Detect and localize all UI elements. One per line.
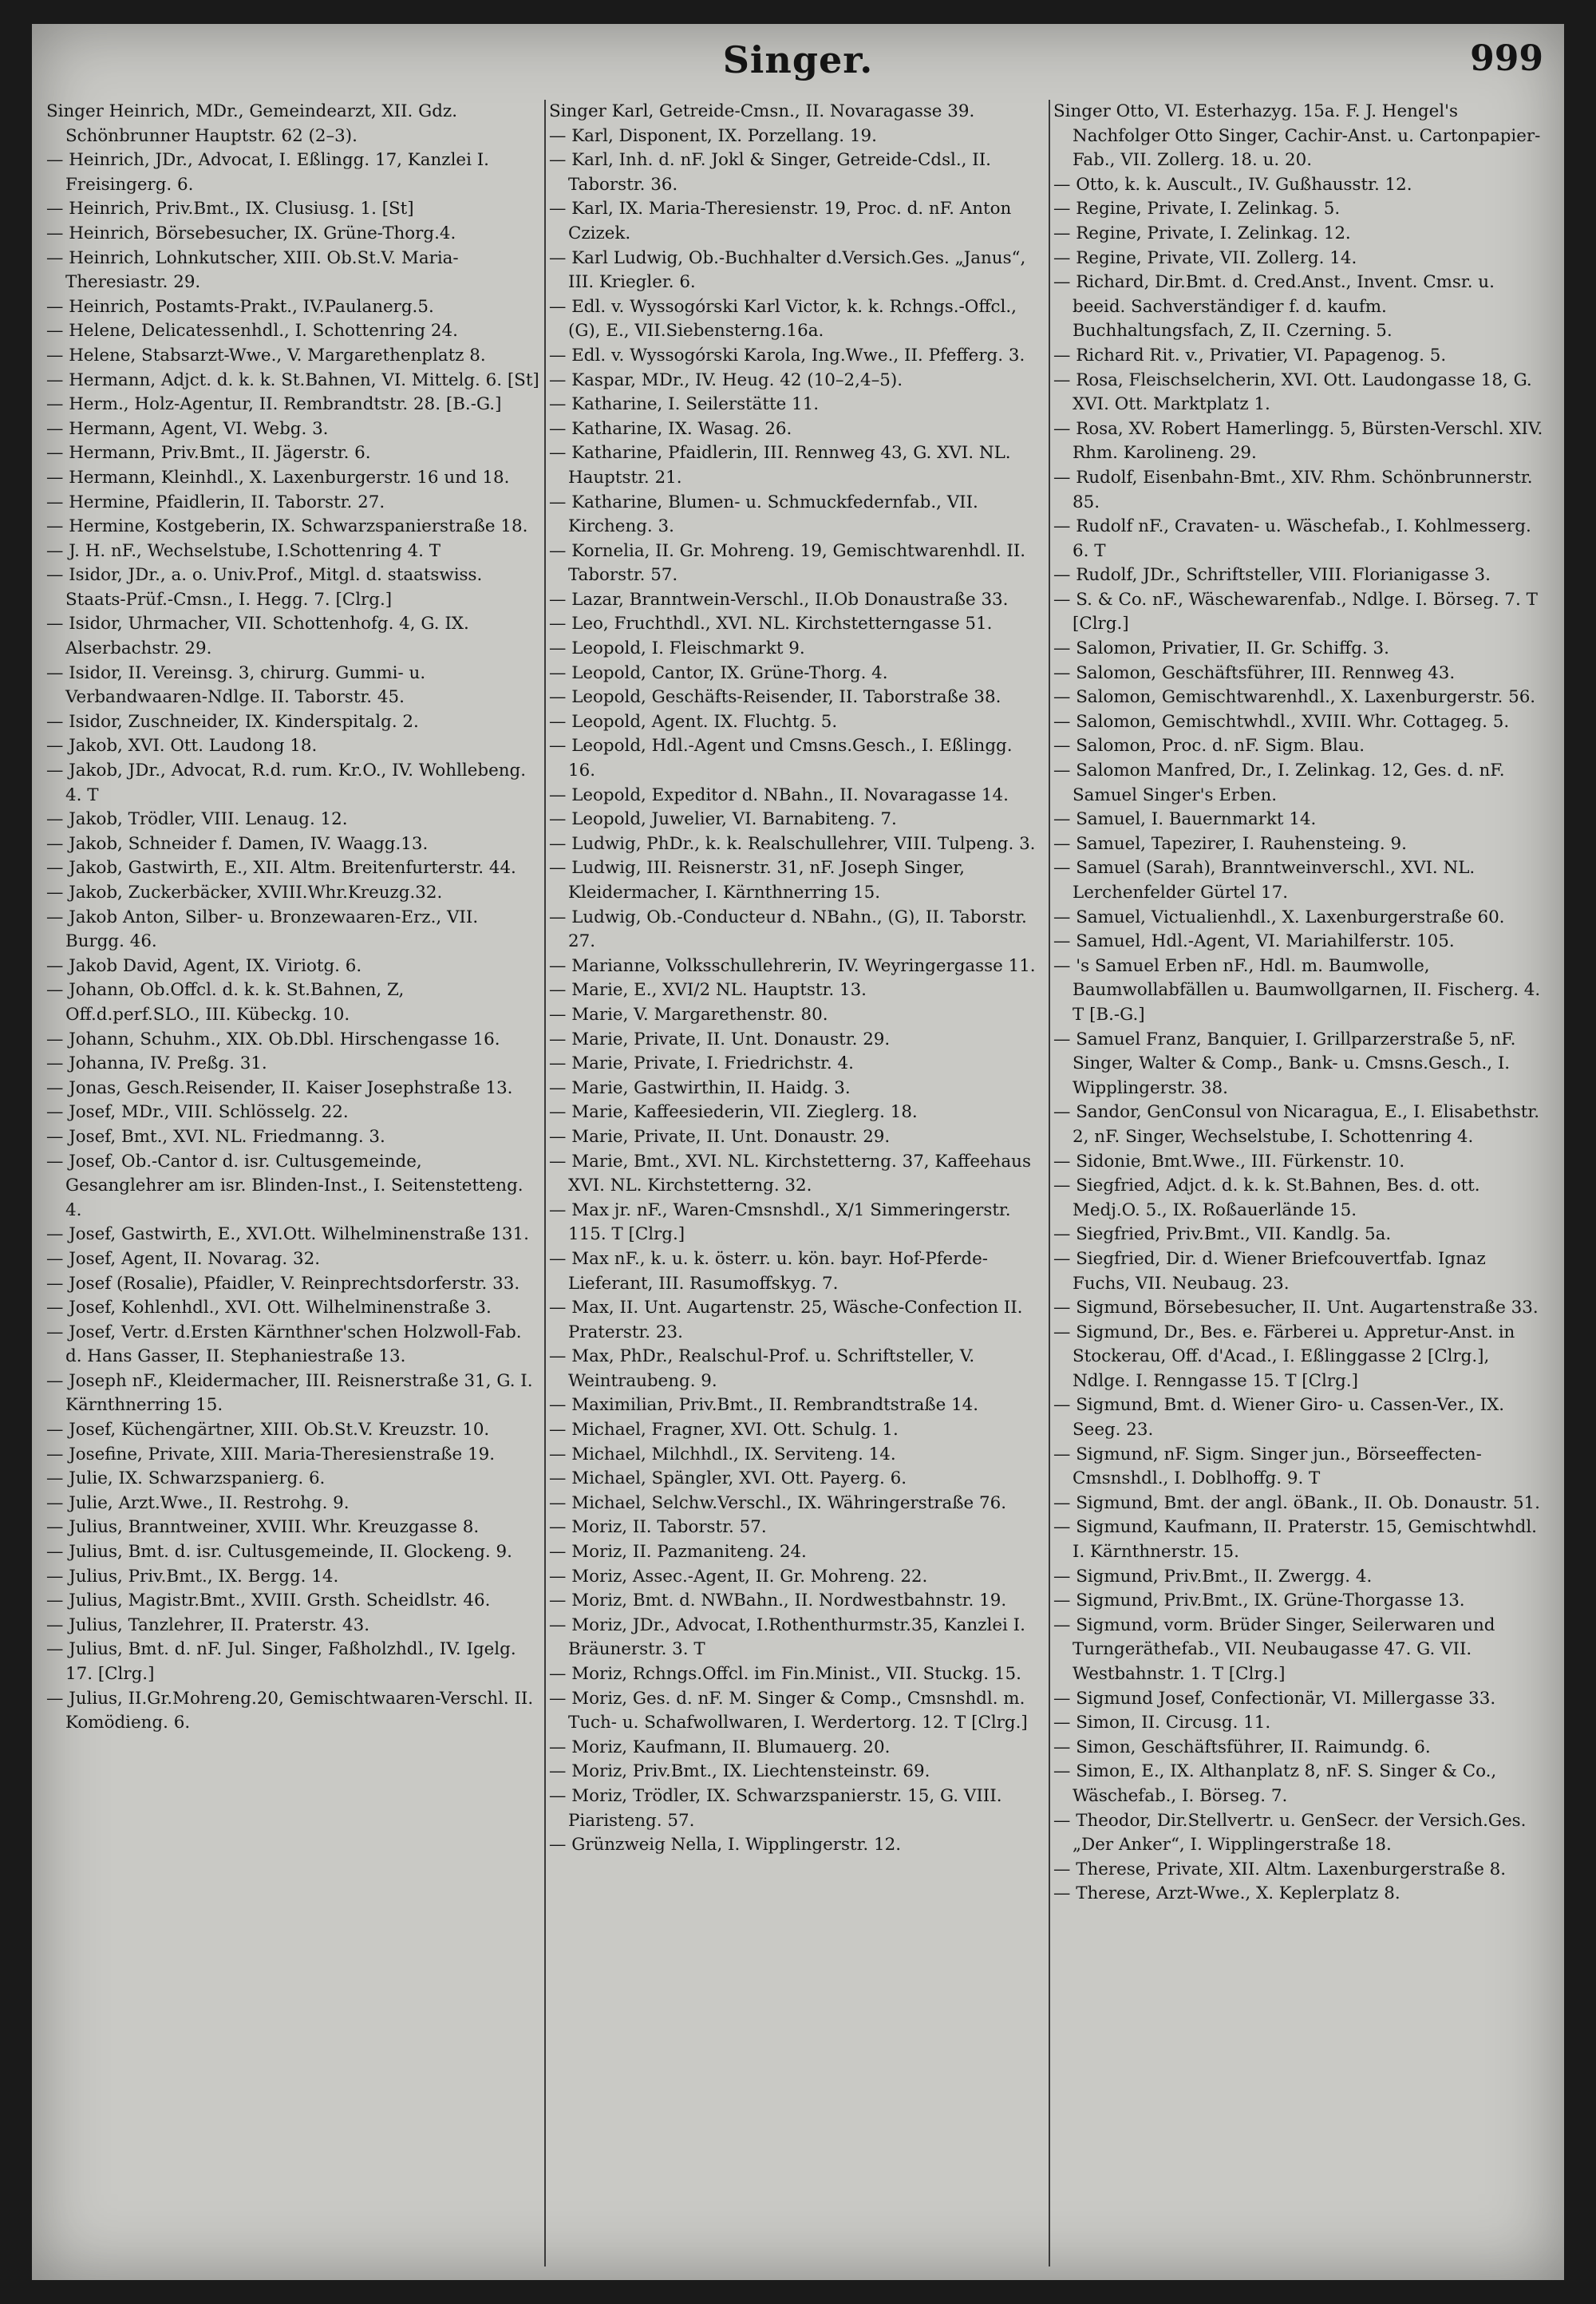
directory-entry: — Samuel, Tapezirer, I. Rauhensteing. 9.	[1053, 833, 1407, 854]
directory-entry: — Kornelia, II. Gr. Mohreng. 19, Gemischtwarenhdl. II. Taborstr. 57.	[549, 540, 1026, 586]
directory-entry: — Helene, Stabsarzt-Wwe., V. Margarethenplatz 8.	[46, 345, 486, 366]
directory-entry: — Karl, Disponent, IX. Porzellang. 19.	[549, 125, 877, 146]
directory-entry: — Sigmund, Priv.Bmt., IX. Grüne-Thorgasse 13.	[1053, 1591, 1465, 1611]
directory-entry: — J. H. nF., Wechselstube, I.Schottenring 4. T	[46, 540, 441, 561]
directory-entry: — Jakob, Trödler, VIII. Lenaug. 12.	[46, 809, 348, 830]
columns-container	[46, 100, 1555, 2266]
directory-entry: — Hermann, Kleinhdl., X. Laxenburgerstr. 16 und 18.	[46, 467, 510, 488]
directory-entry: — Josef, Gastwirth, E., XVI.Ott. Wilhelminenstraße 131.	[46, 1224, 529, 1245]
directory-entry: Singer Heinrich, MDr., Gemeindearzt, XII. Gdz. Schönbrunner Hauptstr. 62 (2–3).	[46, 101, 458, 146]
directory-entry: — Moriz, Ges. d. nF. M. Singer & Comp., Cmsnshdl. m. Tuch- u. Schafwollwaren, I. Werdertorg. 12. T [Clrg.]	[549, 1688, 1028, 1733]
directory-entry: — Sigmund, Dr., Bes. e. Färberei u. Appretur-Anst. in Stockerau, Off. d'Acad., I. Eßlinggasse 2 [Clrg.], Ndlge. I. Renngasse 15. T [Clrg.]	[1053, 1322, 1515, 1391]
directory-entry: — Ludwig, PhDr., k. k. Realschullehrer, VIII. Tulpeng. 3.	[549, 833, 1036, 854]
directory-entry: — Katharine, IX. Wasag. 26.	[549, 418, 792, 439]
directory-entry: — Max, PhDr., Realschul-Prof. u. Schriftsteller, V. Weintraubeng. 9.	[549, 1346, 975, 1391]
directory-entry: — Leopold, Juwelier, VI. Barnabiteng. 7.	[549, 809, 897, 830]
directory-entry: — Moriz, Trödler, IX. Schwarzspanierstr. 15, G. VIII. Piaristeng. 57.	[549, 1785, 1002, 1831]
directory-entry: — Leopold, Agent. IX. Fluchtg. 5.	[549, 711, 838, 732]
directory-entry: — Max nF., k. u. k. österr. u. kön. bayr. Hof-Pferde-Lieferant, III. Rasumoffskyg. 7.	[549, 1248, 988, 1294]
directory-entry: — Jakob, Zuckerbäcker, XVIII.Whr.Kreuzg.32.	[46, 883, 443, 903]
directory-entry: — Richard Rit. v., Privatier, VI. Papagenog. 5.	[1053, 345, 1447, 366]
directory-entry: — Simon, II. Circusg. 11.	[1053, 1713, 1271, 1733]
directory-entry: — Richard, Dir.Bmt. d. Cred.Anst., Invent. Cmsr. u. beeid. Sachverständiger f. d. kaufm. Buchhaltungsfach, Z, II. Czerning. 5.	[1053, 272, 1495, 342]
directory-entry: — Josefine, Private, XIII. Maria-Theresienstraße 19.	[46, 1444, 496, 1464]
directory-entry: — Kaspar, MDr., IV. Heug. 42 (10–2,4–5).	[549, 370, 903, 390]
directory-entry: — Heinrich, Börsebesucher, IX. Grüne-Thorg.4.	[46, 223, 456, 243]
directory-entry: — Josef, Agent, II. Novarag. 32.	[46, 1248, 321, 1269]
directory-entry: — Jonas, Gesch.Reisender, II. Kaiser Josephstraße 13.	[46, 1077, 513, 1098]
directory-entry: — Max jr. nF., Waren-Cmsnshdl., X/1 Simmeringerstr. 115. T [Clrg.]	[549, 1199, 1011, 1245]
directory-entry: — Otto, k. k. Auscult., IV. Gußhausstr. 12.	[1053, 174, 1412, 195]
directory-entry: — Julius, Bmt. d. isr. Cultusgemeinde, II. Glockeng. 9.	[46, 1542, 512, 1563]
directory-entry: — Sigmund, vorm. Brüder Singer, Seilerwaren und Turngeräthefab., VII. Neubaugasse 47. G. VII. Westbahnstr. 1. T [Clrg.]	[1053, 1614, 1495, 1684]
directory-entry: — Michael, Milchhdl., IX. Serviteng. 14.	[549, 1444, 896, 1464]
directory-entry: — Marie, V. Margarethenstr. 80.	[549, 1004, 828, 1025]
directory-entry: — Sidonie, Bmt.Wwe., III. Fürkenstr. 10.	[1053, 1151, 1405, 1172]
column-1	[46, 100, 541, 2266]
directory-entry: — Salomon, Privatier, II. Gr. Schiffg. 3.	[1053, 638, 1389, 659]
directory-entry: — Samuel, Hdl.-Agent, VI. Mariahilferstr. 105.	[1053, 931, 1455, 952]
directory-entry: — Isidor, JDr., a. o. Univ.Prof., Mitgl. d. staatswiss. Staats-Prüf.-Cmsn., I. Hegg. 7. [Clrg.]	[46, 565, 483, 610]
directory-entry: — Grünzweig Nella, I. Wipplingerstr. 12.	[549, 1835, 902, 1855]
directory-entry: — Samuel (Sarah), Branntweinverschl., XVI. NL. Lerchenfelder Gürtel 17.	[1053, 858, 1476, 903]
directory-page	[32, 24, 1564, 2280]
column-2	[549, 100, 1044, 2266]
directory-entry: — Michael, Selchw.Verschl., IX. Währingerstraße 76.	[549, 1492, 1007, 1513]
directory-entry: — Josef, Kohlenhdl., XVI. Ott. Wilhelminenstraße 3.	[46, 1298, 492, 1318]
directory-entry: — Hermann, Agent, VI. Webg. 3.	[46, 418, 329, 439]
directory-entry: — Regine, Private, VII. Zollerg. 14.	[1053, 247, 1357, 268]
directory-entry: — Ludwig, III. Reisnerstr. 31, nF. Joseph Singer, Kleidermacher, I. Kärnthnerring 15.	[549, 858, 965, 903]
directory-entry: — Leopold, Hdl.-Agent und Cmsns.Gesch., I. Eßlingg. 16.	[549, 736, 1013, 781]
page-number: 999	[1470, 38, 1543, 79]
directory-entry: — Johann, Ob.Offcl. d. k. k. St.Bahnen, Z, Off.d.perf.SLO., III. Kübeckg. 10.	[46, 980, 405, 1025]
directory-entry: — Moriz, Priv.Bmt., IX. Liechtensteinstr. 69.	[549, 1761, 930, 1782]
directory-entry: — Moriz, JDr., Advocat, I.Rothenthurmstr.35, Kanzlei I. Bräunerstr. 3. T	[549, 1614, 1025, 1660]
directory-entry: — Leo, Fruchthdl., XVI. NL. Kirchstetterngasse 51.	[549, 614, 993, 634]
directory-entry: — Josef, Küchengärtner, XIII. Ob.St.V. Kreuzstr. 10.	[46, 1420, 490, 1440]
directory-entry: — Therese, Private, XII. Altm. Laxenburgerstraße 8.	[1053, 1859, 1507, 1879]
directory-entry: — Julius, II.Gr.Mohreng.20, Gemischtwaaren-Verschl. II. Komödieng. 6.	[46, 1688, 534, 1733]
directory-entry: — Heinrich, Lohnkutscher, XIII. Ob.St.V. Maria-Theresiastr. 29.	[46, 247, 459, 293]
directory-entry: — Marie, E., XVI/2 NL. Hauptstr. 13.	[549, 980, 867, 1001]
directory-entry: — Moriz, Bmt. d. NWBahn., II. Nordwestbahnstr. 19.	[549, 1591, 1007, 1611]
directory-entry: — Sigmund Josef, Confectionär, VI. Millergasse 33.	[1053, 1688, 1496, 1709]
directory-entry: — Katharine, I. Seilerstätte 11.	[549, 394, 820, 415]
directory-entry: — Julius, Magistr.Bmt., XVIII. Grsth. Scheidlstr. 46.	[46, 1591, 491, 1611]
directory-entry: — Salomon Manfred, Dr., I. Zelinkag. 12, Ges. d. nF. Samuel Singer's Erben.	[1053, 761, 1505, 805]
directory-entry: — Josef (Rosalie), Pfaidler, V. Reinprechtsdorferstr. 33.	[46, 1273, 520, 1294]
directory-entry: — Julius, Tanzlehrer, II. Praterstr. 43.	[46, 1614, 370, 1635]
directory-entry: — Hermine, Kostgeberin, IX. Schwarzspanierstraße 18.	[46, 516, 528, 537]
directory-entry: — Salomon, Geschäftsführer, III. Rennweg 43.	[1053, 662, 1456, 683]
directory-entry: — Sigmund, Kaufmann, II. Praterstr. 15, Gemischtwhdl. I. Kärnthnerstr. 15.	[1053, 1517, 1537, 1563]
directory-entry: — Jakob Anton, Silber- u. Bronzewaaren-Erz., VII. Burgg. 46.	[46, 907, 479, 952]
column-divider	[544, 100, 546, 2266]
directory-entry: — Rudolf, Eisenbahn-Bmt., XIV. Rhm. Schönbrunnerstr. 85.	[1053, 467, 1533, 512]
directory-entry: — Marie, Private, II. Unt. Donaustr. 29.	[549, 1029, 891, 1049]
directory-entry: — Isidor, Uhrmacher, VII. Schottenhofg. 4, G. IX. Alserbachstr. 29.	[46, 614, 469, 659]
directory-entry: — Rosa, Fleischselcherin, XVI. Ott. Laudongasse 18, G. XVI. Ott. Marktplatz 1.	[1053, 370, 1532, 415]
directory-entry: — Salomon, Proc. d. nF. Sigm. Blau.	[1053, 736, 1365, 757]
directory-entry: — Sandor, GenConsul von Nicaragua, E., I. Elisabethstr. 2, nF. Singer, Wechselstube, I. Schottenring 4.	[1053, 1102, 1540, 1147]
directory-entry: — Maximilian, Priv.Bmt., II. Rembrandtstraße 14.	[549, 1395, 979, 1416]
directory-entry: — Siegfried, Dir. d. Wiener Briefcouvertfab. Ignaz Fuchs, VII. Neubaug. 23.	[1053, 1248, 1486, 1294]
directory-entry: — Siegfried, Priv.Bmt., VII. Kandlg. 5a.	[1053, 1224, 1392, 1245]
directory-entry: — Moriz, II. Pazmaniteng. 24.	[549, 1542, 807, 1563]
directory-entry: — Heinrich, Priv.Bmt., IX. Clusiusg. 1. [St]	[46, 199, 414, 219]
directory-entry: — 's Samuel Erben nF., Hdl. m. Baumwolle, Baumwollabfällen u. Baumwollgarnen, II. Fischerg. 4. T [B.-G.]	[1053, 955, 1541, 1025]
directory-entry: — Sigmund, Priv.Bmt., II. Zwergg. 4.	[1053, 1566, 1373, 1587]
directory-entry: Singer Karl, Getreide-Cmsn., II. Novaragasse 39.	[549, 101, 975, 121]
directory-entry: — Julius, Priv.Bmt., IX. Bergg. 14.	[46, 1566, 339, 1587]
directory-entry: — Heinrich, Postamts-Prakt., IV.Paulanerg.5.	[46, 296, 434, 317]
directory-entry: — Max, II. Unt. Augartenstr. 25, Wäsche-Confection II. Praterstr. 23.	[549, 1298, 1023, 1342]
directory-entry: — Julius, Bmt. d. nF. Jul. Singer, Faßholzhdl., IV. Igelg. 17. [Clrg.]	[46, 1639, 516, 1684]
directory-entry: — Isidor, II. Vereinsg. 3, chirurg. Gummi- u. Verbandwaaren-Ndlge. II. Taborstr. 45.	[46, 662, 426, 708]
directory-entry: — Lazar, Branntwein-Verschl., II.Ob Donaustraße 33.	[549, 589, 1009, 610]
directory-entry: — Therese, Arzt-Wwe., X. Keplerplatz 8.	[1053, 1883, 1400, 1904]
directory-entry: — Moriz, Kaufmann, II. Blumauerg. 20.	[549, 1737, 891, 1757]
directory-entry: — Marie, Kaffeesiederin, VII. Zieglerg. 18.	[549, 1102, 918, 1123]
column-divider	[1049, 100, 1050, 2266]
directory-entry: — Siegfried, Adjct. d. k. k. St.Bahnen, Bes. d. ott. Medj.O. 5., IX. Roßauerlände 15.	[1053, 1176, 1480, 1220]
directory-entry: — Rudolf, JDr., Schriftsteller, VIII. Florianigasse 3.	[1053, 565, 1491, 586]
directory-entry: — Katharine, Pfaidlerin, III. Rennweg 43, G. XVI. NL. Hauptstr. 21.	[549, 443, 1011, 488]
directory-entry: — Simon, E., IX. Althanplatz 8, nF. S. Singer & Co., Wäschefab., I. Börseg. 7.	[1053, 1761, 1497, 1806]
directory-entry: — Edl. v. Wyssogórski Karola, Ing.Wwe., II. Pfefferg. 3.	[549, 345, 1025, 366]
directory-entry: — Rosa, XV. Robert Hamerlingg. 5, Bürsten-Verschl. XIV. Rhm. Karolineng. 29.	[1053, 418, 1543, 464]
directory-entry: — Karl, IX. Maria-Theresienstr. 19, Proc. d. nF. Anton Czizek.	[549, 199, 1012, 243]
directory-entry: — Hermann, Adjct. d. k. k. St.Bahnen, VI. Mittelg. 6. [St]	[46, 370, 539, 390]
directory-entry: — Marie, Private, I. Friedrichstr. 4.	[549, 1053, 854, 1074]
directory-entry: — Leopold, I. Fleischmarkt 9.	[549, 638, 805, 659]
directory-entry: — Marianne, Volksschullehrerin, IV. Weyringergasse 11.	[549, 955, 1036, 976]
directory-entry: — Leopold, Expeditor d. NBahn., II. Novaragasse 14.	[549, 784, 1009, 805]
directory-entry: — Karl, Inh. d. nF. Jokl & Singer, Getreide-Cdsl., II. Taborstr. 36.	[549, 150, 991, 195]
directory-entry: — Michael, Fragner, XVI. Ott. Schulg. 1.	[549, 1420, 899, 1440]
directory-entry: — Heinrich, JDr., Advocat, I. Eßlingg. 17, Kanzlei I. Freisingerg. 6.	[46, 150, 489, 195]
directory-entry: — Regine, Private, I. Zelinkag. 5.	[1053, 199, 1341, 219]
directory-entry: — Marie, Private, II. Unt. Donaustr. 29.	[549, 1126, 891, 1147]
directory-entry: Singer Otto, VI. Esterhazyg. 15a. F. J. Hengel's Nachfolger Otto Singer, Cachir-Anst. u. Cartonpapier-Fab., VII. Zollerg. 18. u. 20.	[1053, 101, 1541, 171]
directory-entry: — Helene, Delicatessenhdl., I. Schottenring 24.	[46, 321, 458, 342]
directory-entry: — Moriz, II. Taborstr. 57.	[549, 1517, 767, 1538]
directory-entry: — Herm., Holz-Agentur, II. Rembrandtstr. 28. [B.-G.]	[46, 394, 502, 415]
directory-entry: — Samuel Franz, Banquier, I. Grillparzerstraße 5, nF. Singer, Walter & Comp., Bank- u. Cmsns.Gesch., I. Wipplingerstr. 38.	[1053, 1029, 1516, 1098]
directory-entry: — Jakob, XVI. Ott. Laudong 18.	[46, 736, 318, 757]
directory-entry: — Jakob David, Agent, IX. Viriotg. 6.	[46, 955, 362, 976]
directory-entry: — Julie, IX. Schwarzspanierg. 6.	[46, 1468, 326, 1489]
directory-entry: — Josef, Ob.-Cantor d. isr. Cultusgemeinde, Gesanglehrer am isr. Blinden-Inst., I. Seitenstetteng. 4.	[46, 1151, 523, 1220]
directory-entry: — Julius, Branntweiner, XVIII. Whr. Kreuzgasse 8.	[46, 1517, 480, 1538]
directory-entry: — Sigmund, Börsebesucher, II. Unt. Augartenstraße 33.	[1053, 1298, 1539, 1318]
directory-entry: — Edl. v. Wyssogórski Karl Victor, k. k. Rchngs.-Offcl., (G), E., VII.Siebensterng.16a.	[549, 296, 1017, 342]
page-header	[32, 38, 1564, 94]
directory-entry: — Marie, Bmt., XVI. NL. Kirchstetterng. 37, Kaffeehaus XVI. NL. Kirchstetterng. 32.	[549, 1151, 1031, 1196]
directory-entry: — Leopold, Cantor, IX. Grüne-Thorg. 4.	[549, 662, 888, 683]
directory-entry: — Josef, Bmt., XVI. NL. Friedmanng. 3.	[46, 1126, 385, 1147]
directory-entry: — Sigmund, Bmt. d. Wiener Giro- u. Cassen-Ver., IX. Seeg. 23.	[1053, 1395, 1505, 1440]
directory-entry: — Marie, Gastwirthin, II. Haidg. 3.	[549, 1077, 851, 1098]
directory-entry: — Julie, Arzt.Wwe., II. Restrohg. 9.	[46, 1492, 350, 1513]
directory-entry: — Simon, Geschäftsführer, II. Raimundg. 6.	[1053, 1737, 1431, 1757]
directory-entry: — Jakob, JDr., Advocat, R.d. rum. Kr.O., IV. Wohllebeng. 4. T	[46, 761, 527, 805]
directory-entry: — Hermann, Priv.Bmt., II. Jägerstr. 6.	[46, 443, 371, 464]
directory-entry: — Jakob, Gastwirth, E., XII. Altm. Breitenfurterstr. 44.	[46, 858, 516, 879]
directory-entry: — Salomon, Gemischtwhdl., XVIII. Whr. Cottageg. 5.	[1053, 711, 1510, 732]
directory-entry: — Josef, MDr., VIII. Schlösselg. 22.	[46, 1102, 349, 1123]
directory-entry: — Karl Ludwig, Ob.-Buchhalter d.Versich.Ges. „Janus“, III. Kriegler. 6.	[549, 247, 1026, 293]
directory-entry: — Sigmund, Bmt. der angl. öBank., II. Ob. Donaustr. 51.	[1053, 1492, 1540, 1513]
directory-entry: — Ludwig, Ob.-Conducteur d. NBahn., (G), II. Taborstr. 27.	[549, 907, 1027, 952]
directory-entry: — Johanna, IV. Preßg. 31.	[46, 1053, 267, 1074]
directory-entry: — Samuel, I. Bauernmarkt 14.	[1053, 809, 1317, 830]
directory-entry: — Theodor, Dir.Stellvertr. u. GenSecr. der Versich.Ges. „Der Anker“, I. Wipplingerstraße 18.	[1053, 1810, 1527, 1855]
directory-entry: — Katharine, Blumen- u. Schmuckfedernfab., VII. Kircheng. 3.	[549, 492, 978, 537]
directory-entry: — Regine, Private, I. Zelinkag. 12.	[1053, 223, 1351, 243]
running-title: Singer.	[722, 38, 874, 81]
directory-entry: — Salomon, Gemischtwarenhdl., X. Laxenburgerstr. 56.	[1053, 687, 1536, 708]
directory-entry: — Samuel, Victualienhdl., X. Laxenburgerstraße 60.	[1053, 907, 1505, 927]
directory-entry: — S. & Co. nF., Wäschewarenfab., Ndlge. I. Börseg. 7. T [Clrg.]	[1053, 589, 1538, 634]
directory-entry: — Hermine, Pfaidlerin, II. Taborstr. 27.	[46, 492, 385, 512]
directory-entry: — Leopold, Geschäfts-Reisender, II. Taborstraße 38.	[549, 687, 1001, 708]
directory-entry: — Moriz, Assec.-Agent, II. Gr. Mohreng. 22.	[549, 1566, 928, 1587]
directory-entry: — Jakob, Schneider f. Damen, IV. Waagg.13.	[46, 833, 429, 854]
directory-entry: — Johann, Schuhm., XIX. Ob.Dbl. Hirschengasse 16.	[46, 1029, 500, 1049]
column-3	[1053, 100, 1548, 2266]
directory-entry: — Moriz, Rchngs.Offcl. im Fin.Minist., VII. Stuckg. 15.	[549, 1664, 1021, 1684]
directory-entry: — Joseph nF., Kleidermacher, III. Reisnerstraße 31, G. I. Kärnthnerring 15.	[46, 1370, 533, 1416]
directory-entry: — Sigmund, nF. Sigm. Singer jun., Börseeffecten-Cmsnshdl., I. Doblhoffg. 9. T	[1053, 1444, 1482, 1489]
directory-entry: — Isidor, Zuschneider, IX. Kinderspitalg. 2.	[46, 711, 419, 732]
directory-entry: — Rudolf nF., Cravaten- u. Wäschefab., I. Kohlmesserg. 6. T	[1053, 516, 1531, 561]
directory-entry: — Michael, Spängler, XVI. Ott. Payerg. 6.	[549, 1468, 907, 1489]
directory-entry: — Josef, Vertr. d.Ersten Kärnthner'schen Holzwoll-Fab. d. Hans Gasser, II. Stephaniestraße 13.	[46, 1322, 522, 1367]
